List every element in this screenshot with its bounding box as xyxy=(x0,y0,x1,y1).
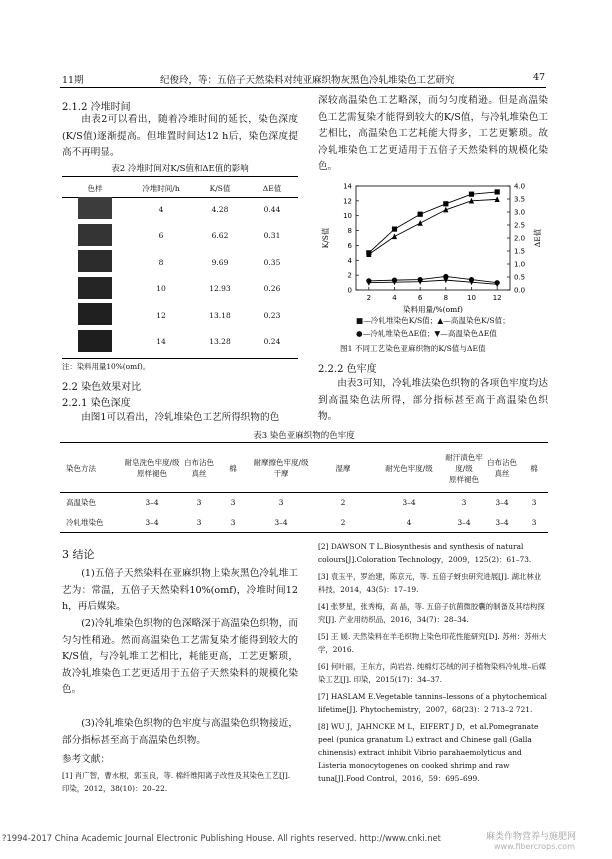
table2-note: 注：染料用量10%(omf)。 xyxy=(62,362,151,371)
color-swatch xyxy=(78,197,112,219)
table2-time: 4 xyxy=(158,204,164,214)
table3-cell-w2: 3 xyxy=(196,497,202,507)
left-axis-tick-label: 2 xyxy=(347,271,352,280)
table2 xyxy=(62,180,298,355)
reference-5: [5] 王 媛. 天然染料在羊毛织物上染色印花性能研究[D]. 苏州：苏州大学，2016. xyxy=(318,632,547,654)
left-axis-tick-label: 12 xyxy=(343,197,352,206)
table3-wash-stain-label: 白布沾色 xyxy=(184,458,214,467)
x-axis-tick-label: 2 xyxy=(366,294,372,302)
footer-watermark: 麻类作物营养与施肥网 xyxy=(486,832,577,842)
table3-rub-dry-label: 干摩 xyxy=(273,469,289,478)
section-2-2-2-title: 2.2.2 色牢度 xyxy=(318,364,377,375)
reference-1: [1] 肖广智，曹水根，郭玉良，等. 棉纤维阳离子改性及其染色工艺[J]. 印染，2012，38(10)：20–22. xyxy=(62,771,291,793)
marker-square xyxy=(418,212,423,217)
running-title: 纪俊玲，等：五倍子天然染料对纯亚麻织物灰黑色冷轧堆染色工艺研究 xyxy=(160,75,455,86)
table2-ks: 4.28 xyxy=(211,204,229,214)
table2-row xyxy=(62,276,298,303)
table2-de: 0.26 xyxy=(263,284,281,294)
left-axis-tick-label: 10 xyxy=(343,212,352,221)
section-2-1-2-title: 2.1.2 冷堆时间 xyxy=(62,102,131,113)
marker-square xyxy=(495,189,500,194)
table3-cell-r1: 3–4 xyxy=(274,517,288,527)
conclusion-point-1: (1)五倍子天然染料在亚麻织物上染灰黑色冷轧堆工艺为：常温，五倍子天然染料10%(omf)，冷堆时间12 h，再后媒染。 xyxy=(62,568,298,612)
reference-2: [2] DAWSON T L.Biosynthesis and synthesis of natural colours[J].Coloration Technology，2009，125(2)：61–73. xyxy=(318,542,532,564)
table3-row xyxy=(60,492,548,512)
right-axis-tick-label: 1.5 xyxy=(514,247,526,256)
color-swatch xyxy=(78,330,112,352)
table2-row xyxy=(62,249,298,276)
reference-7: [7] HASLAM E.Vegetable tannins–lessons of a phytochemical lifetime[J]. Phytochemistry，2007，68(23)：2 713–2 721. xyxy=(318,692,548,714)
conclusion-point-2: (2)冷轧堆染色织物的色深略深于高温染色织物，而匀匀性稍逊。然而高温染色工艺需复染才能得到较大的K/S值，与冷轧堆工艺相比，耗能更高，工艺更繁琐，故冷轧堆染色工艺更适用于五倍子天然染料的规模化染色。 xyxy=(62,618,298,695)
table2-time: 6 xyxy=(158,231,164,241)
right-axis-tick-label: 4.0 xyxy=(514,182,526,191)
left-axis-tick-label: 14 xyxy=(343,182,352,191)
color-swatch xyxy=(78,250,112,272)
issue-number: 11期 xyxy=(62,75,84,86)
right-axis-tick-label: 1.0 xyxy=(514,260,526,269)
table3-cell-s3: 3 xyxy=(531,497,537,507)
table2-de: 0.35 xyxy=(263,257,281,267)
table3-sweat-silk-label: 真丝 xyxy=(494,469,510,478)
table3-sweat-group: 耐汗渍色牢度/级 xyxy=(445,452,483,473)
table3-wash-cotton: 棉 xyxy=(229,463,237,473)
table2-ks: 13.28 xyxy=(209,337,231,347)
reference-3: [3] 袁玉平，罗治建，陈京元，等. 五倍子蚜虫研究进展[J]. 湖北林业科技，2014，43(5)：17–19. xyxy=(318,572,542,594)
marker-square xyxy=(469,192,474,197)
table3-cell-method: 高温染色 xyxy=(66,497,96,507)
table3-cell-r2: 2 xyxy=(340,517,346,527)
table3-top-rule xyxy=(60,442,548,443)
table2-row xyxy=(62,196,298,223)
table2-swatch xyxy=(62,249,128,276)
table2-swatch xyxy=(62,302,128,329)
table2-time: 14 xyxy=(156,337,166,347)
table2-ks: 12.93 xyxy=(209,284,231,294)
table3 xyxy=(60,444,548,532)
table3-cell-r2: 2 xyxy=(340,497,346,507)
marker-square xyxy=(392,226,397,231)
right-axis-tick-label: 0.5 xyxy=(514,273,526,282)
right-axis-label: ΔE值 xyxy=(533,228,542,248)
x-axis-tick-label: 12 xyxy=(492,294,502,302)
conclusion-point-3: (3)冷轧堆染色织物的色牢度与高温染色织物接近，部分指标甚至高于高温染色织物。 xyxy=(62,718,298,746)
table2-caption: 表2 冷堆时间对K/S值和ΔE值的影响 xyxy=(111,164,249,174)
right-axis-tick-label: 2.5 xyxy=(514,221,526,230)
table2-row xyxy=(62,329,298,356)
footer-watermark-url: www.fibercrops.com xyxy=(494,842,575,851)
table2-de: 0.44 xyxy=(263,204,281,214)
table3-rub-dry xyxy=(250,444,312,492)
table3-sweat-silk xyxy=(484,444,520,492)
table3-cell-s2: 3–4 xyxy=(495,497,509,507)
reference-6: [6] 何叶丽，王东方，尚岩岩. 纯棉灯芯绒的河子植物染料冷轧堆–后媒染工艺[J]. 印染，2015(17)：34–37. xyxy=(318,662,547,684)
table2-de: 0.31 xyxy=(263,231,281,241)
table3-sweat-cotton: 棉 xyxy=(530,463,538,473)
table3-wash-silk xyxy=(182,444,216,492)
table3-cell-w1: 3–4 xyxy=(145,517,159,527)
right-axis-tick-label: 2.0 xyxy=(514,234,526,243)
table3-rub-group: 耐摩擦色牢度/级 xyxy=(253,458,309,467)
section-2-2-title: 2.2 染色效果对比 xyxy=(62,382,142,393)
table3-header-row xyxy=(60,444,548,492)
table3-cell-w2: 3 xyxy=(196,517,202,527)
table3-wash-change xyxy=(122,444,182,492)
marker-triangle-up xyxy=(392,233,397,239)
header-rule xyxy=(60,87,546,88)
table3-row xyxy=(60,512,548,532)
section-2-2-2-paragraph: 由表3可知，冷轧堆法染色织物的各项色牢度均达到高温染色法所得，部分指标甚至高于高温染色织物。 xyxy=(318,378,548,422)
table2-ks: 9.69 xyxy=(211,257,229,267)
table3-cell-s2: 3–4 xyxy=(495,517,509,527)
figure1-legend-line1: ■—冷轧堆染色K/S值；▲—高温染色K/S值； xyxy=(356,316,510,325)
series-line xyxy=(369,199,497,254)
figure1-caption: 图1 不同工艺染色亚麻织物的K/S值与ΔE值 xyxy=(340,344,486,353)
table2-swatch xyxy=(62,223,128,250)
left-axis-tick-label: 0 xyxy=(347,286,352,295)
table3-col-method: 染色方法 xyxy=(66,463,96,473)
x-axis-label: 染料用量/%(omf) xyxy=(403,305,463,314)
section-3-title: 3 结论 xyxy=(62,548,95,561)
table3-cell-r1: 3 xyxy=(278,497,284,507)
left-axis-tick-label: 8 xyxy=(347,227,352,236)
table3-sweat-stain-label: 白布沾色 xyxy=(487,458,517,467)
figure1-chart xyxy=(318,178,548,318)
chart-frame xyxy=(356,186,510,290)
color-swatch xyxy=(78,224,112,246)
reference-4: [4] 张梦星，张秀梅，高 晶，等. 五倍子抗菌微胶囊的制备及其结构探究[J]. 产业用纺织品，2016，34(7)：28–34. xyxy=(318,602,545,624)
table3-cell-method: 冷轧堆染色 xyxy=(66,517,104,527)
table2-swatch xyxy=(62,276,128,303)
table3-cell-w3: 3 xyxy=(230,517,236,527)
table3-cell-s1: 3 xyxy=(461,497,467,507)
series-line xyxy=(369,192,497,253)
page-number: 47 xyxy=(533,72,546,83)
section-2-2-1-title: 2.2.1 染色深度 xyxy=(62,398,131,409)
table2-header-row xyxy=(62,180,298,196)
marker-triangle-up xyxy=(418,220,423,226)
x-axis-tick-label: 6 xyxy=(417,294,423,302)
left-axis-label: K/S值 xyxy=(321,227,330,249)
table2-ks: 6.62 xyxy=(211,231,229,241)
x-axis-tick-label: 8 xyxy=(443,294,449,302)
reference-8: [8] WU J，JAHNCKE M L，EIFERT J D，et al.Pomegranate peel (punica granatum L) extract and Chinese gall (Galla chinensis) extract inhibit Vibrio parahaemolyticus and Listeria monocytogenes on cooked shrimp and raw tuna[J].Food Control，2016，59：695–699. xyxy=(318,722,539,783)
section-2-2-1-paragraph: 由图1可以看出，冷轧堆染色工艺所得织物的色 xyxy=(81,412,280,423)
footer-copyright: ?1994-2017 China Academic Journal Electronic Publishing House. All rights reserved. http://www.cnki.net xyxy=(2,833,441,843)
table2-bottom-rule xyxy=(62,358,298,359)
series-line xyxy=(369,276,497,282)
table2-de: 0.23 xyxy=(263,310,281,320)
color-swatch xyxy=(78,303,112,325)
table3-cell-l: 4 xyxy=(406,517,412,527)
table3-cell-l: 3–4 xyxy=(402,497,416,507)
color-swatch xyxy=(78,277,112,299)
marker-square xyxy=(443,201,448,206)
table3-light: 耐光色牢度/级 xyxy=(385,463,433,473)
table2-time: 8 xyxy=(158,257,164,267)
right-axis-tick-label: 3.5 xyxy=(514,195,526,204)
table2-row xyxy=(62,302,298,329)
x-axis-tick-label: 4 xyxy=(392,294,397,302)
table3-wash-change-label: 原样褪色 xyxy=(137,469,167,478)
table2-header-time: 冷堆时间/h xyxy=(142,183,180,193)
table2-de: 0.24 xyxy=(263,337,281,347)
table2-top-rule xyxy=(62,176,298,177)
left-axis-tick-label: 4 xyxy=(347,256,352,265)
left-axis-tick-label: 6 xyxy=(347,241,352,250)
table3-sweat-change xyxy=(444,444,484,492)
table3-cell-w3: 3 xyxy=(230,497,236,507)
table3-caption: 表3 染色亚麻织物的色牢度 xyxy=(253,431,355,441)
figure1-legend-line2: ●—冷轧堆染色ΔE值；▼—高温染色ΔE值 xyxy=(356,329,497,338)
right-continued-paragraph: 深较高温染色工艺略深，而匀匀度稍逊。但是高温染色工艺需复染才能得到较大的K/S值，与冷轧堆染色工艺相比，高温染色工艺耗能大得多，工艺更繁琐。故冷轧堆染色工艺更适用于五倍子天然染料的规模化染色。 xyxy=(318,95,548,172)
right-axis-tick-label: 3.0 xyxy=(514,208,526,217)
table3-wash-group: 耐皂洗色牢度/级 xyxy=(124,458,180,467)
table2-header-swatch: 色样 xyxy=(87,183,103,193)
table3-cell-s1: 3–4 xyxy=(457,517,471,527)
table3-wash-silk-label: 真丝 xyxy=(191,469,207,478)
table3-bottom-rule xyxy=(60,532,548,533)
table3-cell-s3: 3 xyxy=(531,517,537,527)
table2-swatch xyxy=(62,329,128,356)
table2-header-ks: K/S值 xyxy=(209,183,231,193)
table2-ks: 13.18 xyxy=(209,310,231,320)
table2-swatch xyxy=(62,196,128,223)
table2-row xyxy=(62,223,298,250)
references-right xyxy=(318,540,548,785)
table2-time: 10 xyxy=(156,284,166,294)
table3-cell-w1: 3–4 xyxy=(145,497,159,507)
references-title: 参考文献： xyxy=(62,754,110,765)
table3-sweat-change-label: 原样褪色 xyxy=(449,474,479,484)
x-axis-tick-label: 10 xyxy=(467,294,476,302)
section-2-1-2-paragraph: 由表2可以看出，随着冷堆时间的延长，染色深度(K/S值)逐渐提高。但堆置时间达12 h后，染色深度提高不再明显。 xyxy=(62,114,298,158)
right-axis-tick-label: 0.0 xyxy=(514,286,526,295)
table3-rub-wet: 湿摩 xyxy=(335,463,351,473)
table2-time: 12 xyxy=(156,310,166,320)
table2-header-de: ΔE值 xyxy=(262,183,282,193)
